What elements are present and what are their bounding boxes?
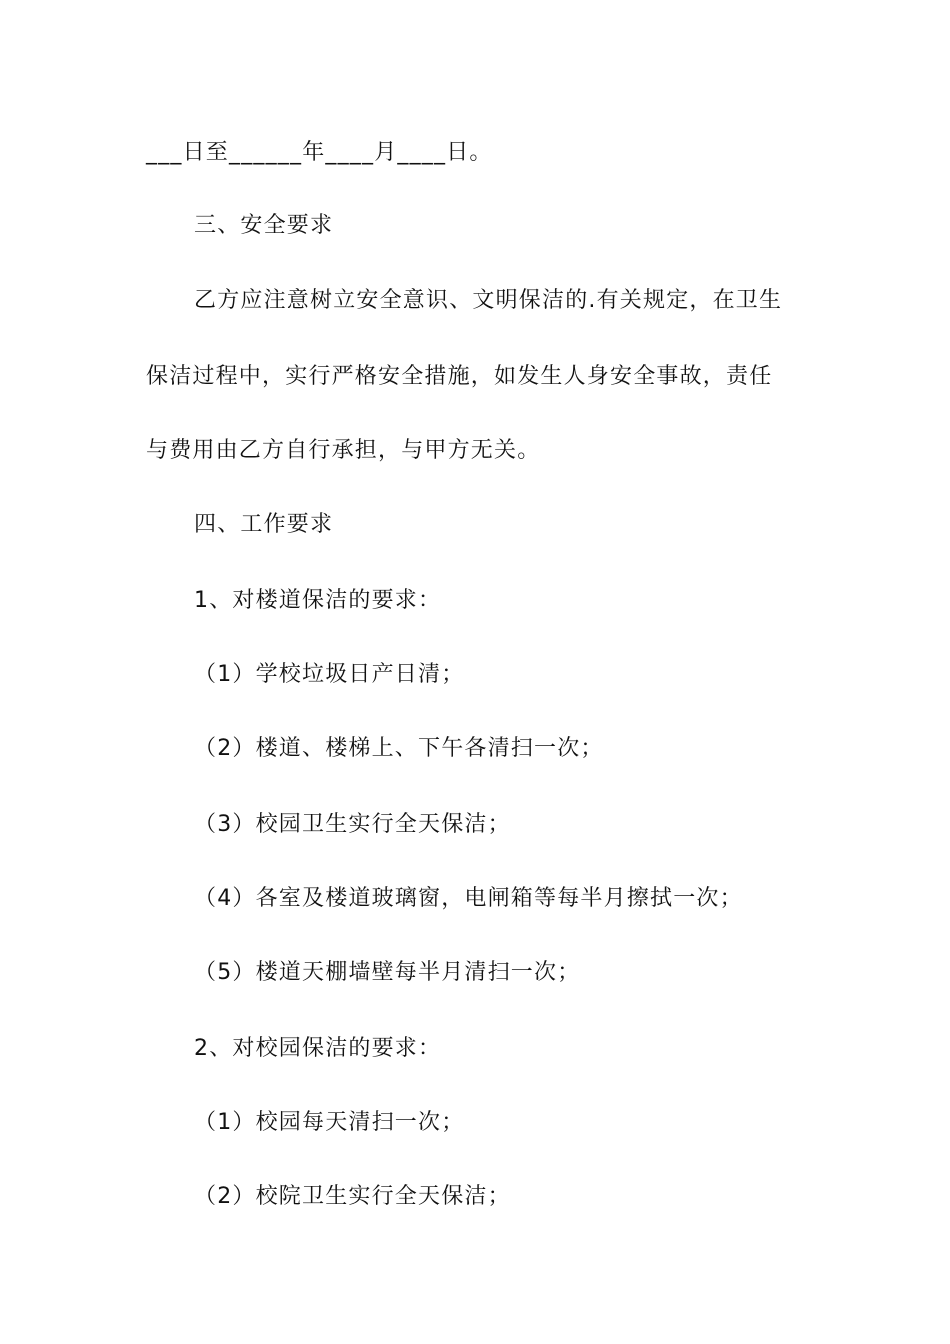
subheading-corridor: 1、对楼道保洁的要求： xyxy=(194,588,442,613)
paragraph-line: 乙方应注意树立安全意识、文明保洁的.有关规定，在卫生 xyxy=(194,288,783,313)
list-item: （1）校园每天清扫一次； xyxy=(194,1110,465,1135)
list-item: （1）学校垃圾日产日清； xyxy=(194,662,465,687)
section-heading-work: 四、工作要求 xyxy=(194,512,334,537)
list-item: （5）楼道天棚墙壁每半月清扫一次； xyxy=(194,960,581,985)
list-item: （4）各室及楼道玻璃窗，电闸箱等每半月擦拭一次； xyxy=(194,886,743,911)
paragraph-line: 保洁过程中，实行严格安全措施，如发生人身安全事故，责任 xyxy=(146,364,773,389)
section-heading-safety: 三、安全要求 xyxy=(194,213,334,238)
list-item: （2）楼道、楼梯上、下午各清扫一次； xyxy=(194,736,604,761)
list-item: （3）校园卫生实行全天保洁； xyxy=(194,812,511,837)
paragraph-line: 与费用由乙方自行承担，与甲方无关。 xyxy=(146,438,541,463)
list-item: （2）校院卫生实行全天保洁； xyxy=(194,1184,511,1209)
subheading-campus: 2、对校园保洁的要求： xyxy=(194,1036,442,1061)
contract-term-line: ___日至______年____月____日。 xyxy=(146,140,493,165)
